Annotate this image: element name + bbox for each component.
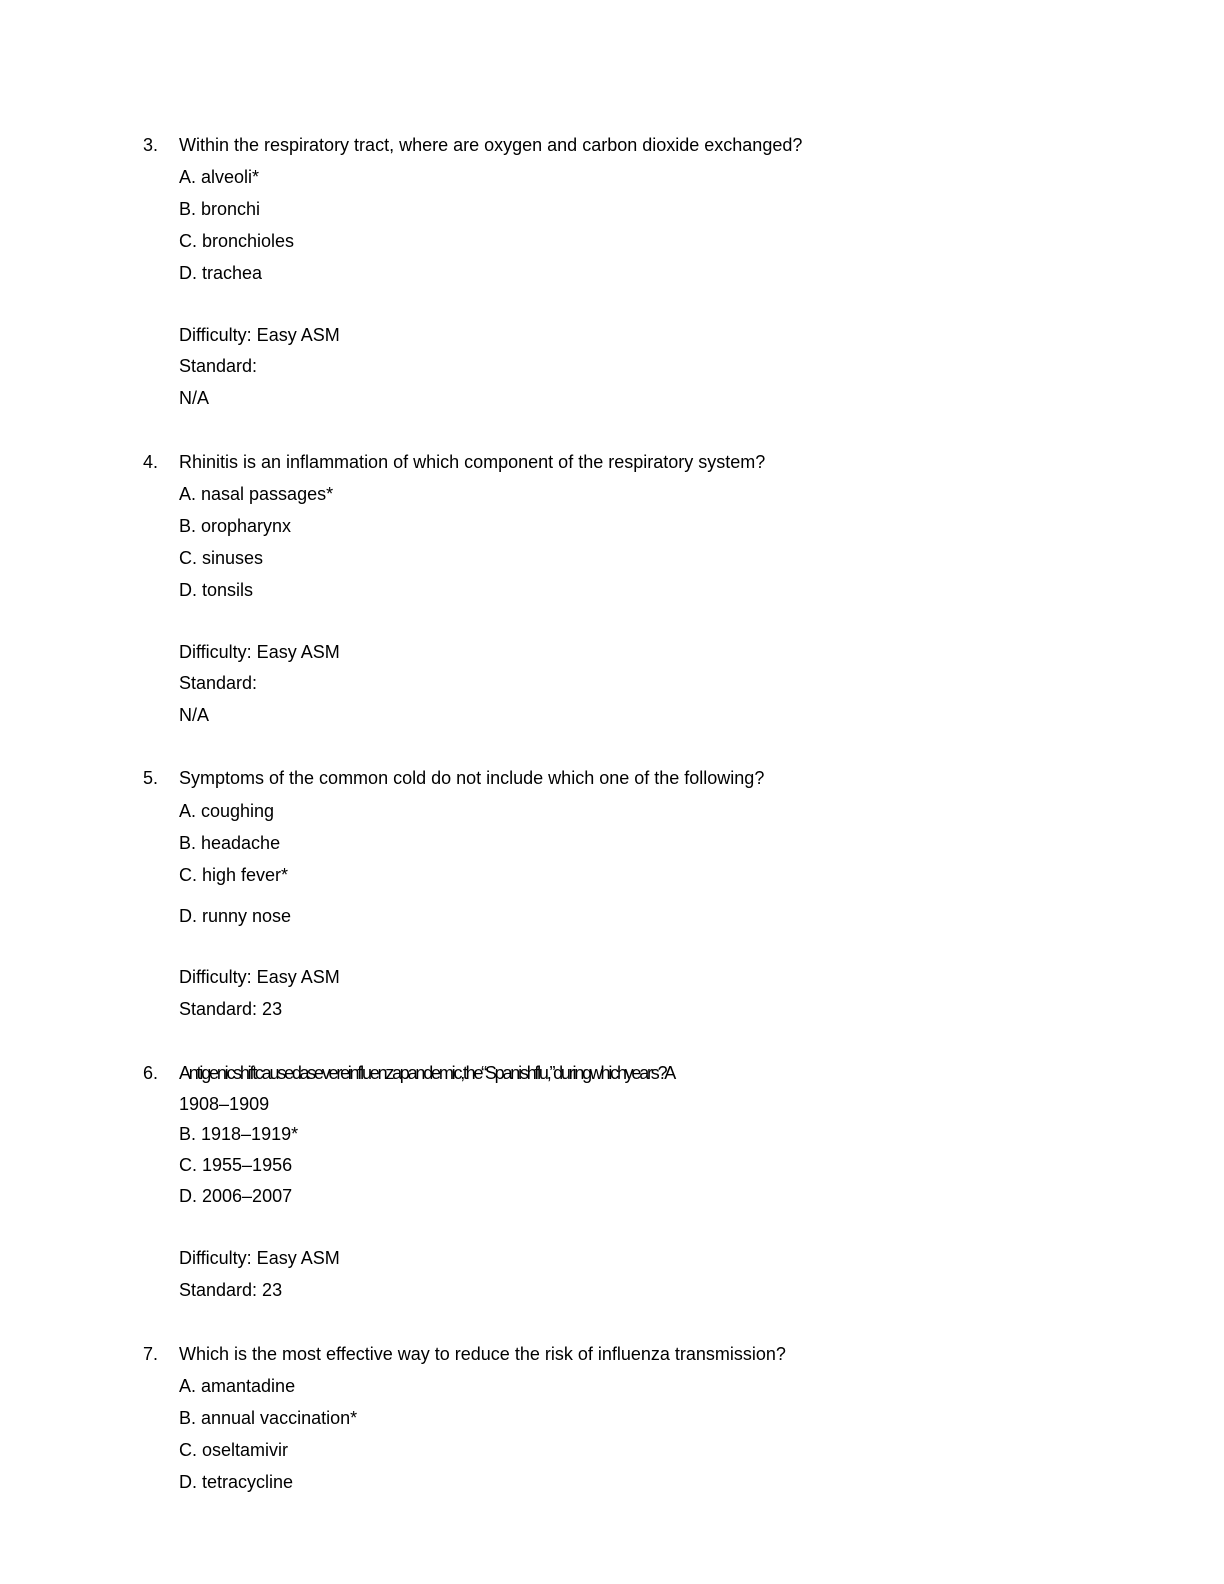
answer-option: B. bronchi bbox=[179, 199, 261, 219]
question-number: 7. bbox=[143, 1344, 159, 1364]
answer-option: B. oropharynx bbox=[179, 516, 292, 536]
answer-option: D. trachea bbox=[179, 263, 263, 283]
question-text: Within the respiratory tract, where are oxygen and carbon dioxide exchanged? bbox=[179, 135, 803, 155]
question-number: 4. bbox=[143, 452, 159, 472]
answer-option: B. annual vaccination* bbox=[179, 1408, 358, 1428]
question-text: Rhinitis is an inflammation of which component of the respiratory system? bbox=[179, 452, 766, 472]
question-text: Antigenic shift caused a severe influenza pandemic, the “Spanish flu,” during which years? A bbox=[179, 1063, 675, 1083]
answer-option: D. tetracycline bbox=[179, 1472, 294, 1492]
standard-label: Standard: bbox=[179, 356, 258, 376]
answer-option: A. alveoli* bbox=[179, 167, 260, 187]
answer-option: A. amantadine bbox=[179, 1376, 296, 1396]
question-number: 3. bbox=[143, 135, 159, 155]
answer-option: A. nasal passages* bbox=[179, 484, 334, 504]
standard-value: N/A bbox=[179, 705, 210, 725]
question-number: 5. bbox=[143, 768, 159, 788]
difficulty-label: Difficulty: Easy ASM bbox=[179, 967, 340, 987]
difficulty-label: Difficulty: Easy ASM bbox=[179, 1248, 340, 1268]
difficulty-label: Difficulty: Easy ASM bbox=[179, 325, 340, 345]
standard-value: N/A bbox=[179, 388, 210, 408]
answer-option: C. sinuses bbox=[179, 548, 264, 568]
question-text: Which is the most effective way to reduce the risk of influenza transmission? bbox=[179, 1344, 786, 1364]
answer-option: B. headache bbox=[179, 833, 281, 853]
standard-label: Standard: bbox=[179, 673, 258, 693]
answer-option: A. coughing bbox=[179, 801, 275, 821]
answer-option: D. 2006–2007 bbox=[179, 1186, 293, 1206]
answer-option: C. oseltamivir bbox=[179, 1440, 289, 1460]
answer-option: C. high fever* bbox=[179, 865, 289, 885]
difficulty-label: Difficulty: Easy ASM bbox=[179, 642, 340, 662]
answer-option: 1908–1909 bbox=[179, 1094, 270, 1114]
answer-option: B. 1918–1919* bbox=[179, 1124, 299, 1144]
standard-label: Standard: 23 bbox=[179, 1280, 283, 1300]
question-number: 6. bbox=[143, 1063, 159, 1083]
answer-option: C. 1955–1956 bbox=[179, 1155, 293, 1175]
answer-option: D. runny nose bbox=[179, 906, 292, 926]
question-text: Symptoms of the common cold do not include which one of the following? bbox=[179, 768, 765, 788]
standard-label: Standard: 23 bbox=[179, 999, 283, 1019]
answer-option: C. bronchioles bbox=[179, 231, 295, 251]
answer-option: D. tonsils bbox=[179, 580, 254, 600]
